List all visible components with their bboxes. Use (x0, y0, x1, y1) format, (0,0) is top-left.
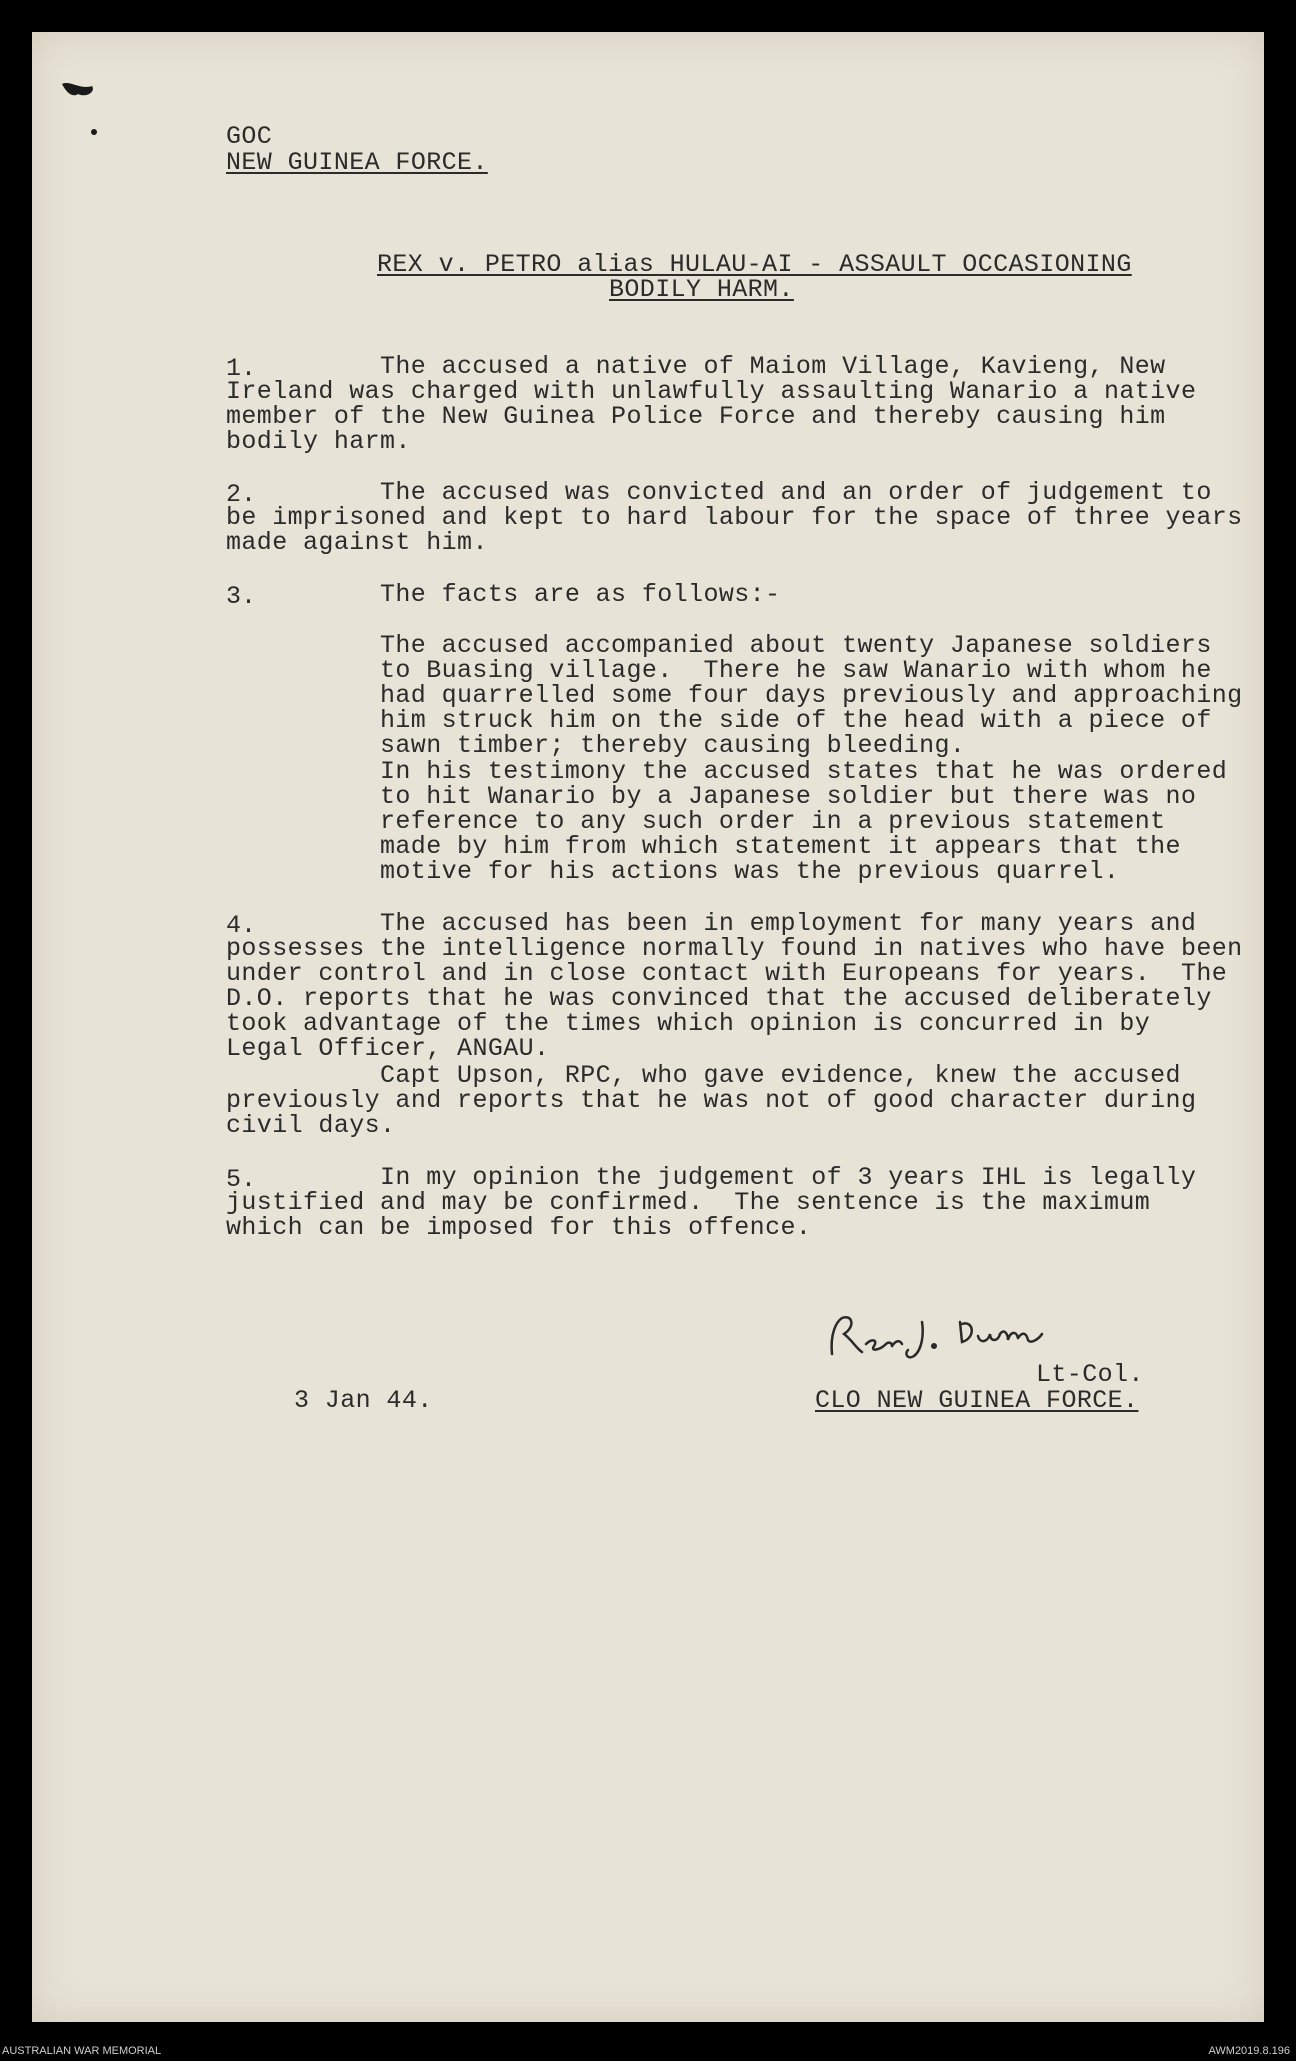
paragraph-number: 4. (226, 911, 257, 940)
paragraph-line: Ireland was charged with unlawfully assaulting Wanario a native (226, 377, 1197, 406)
facts-line: The accused accompanied about twenty Japanese soldiers (380, 631, 1212, 660)
paragraph-line: In my opinion the judgement of 3 years IHL is legally (380, 1163, 1197, 1192)
document-date: 3 Jan 44. (294, 1386, 433, 1415)
subject-line-2: BODILY HARM. (609, 275, 794, 304)
paragraph-number: 1. (226, 354, 257, 383)
paragraph-line: The accused a native of Maiom Village, Kavieng, New (380, 352, 1166, 381)
paragraph-line: The accused was convicted and an order of judgement to (380, 478, 1212, 507)
footer-accession: AWM2019.8.196 (1208, 2045, 1290, 2057)
facts-line: motive for his actions was the previous quarrel. (380, 857, 1120, 886)
paragraph-number: 5. (226, 1165, 257, 1194)
paragraph-line: justified and may be confirmed. The sentence is the maximum (226, 1188, 1151, 1217)
subject-line-1: REX v. PETRO alias HULAU-AI - ASSAULT OCCASIONING (377, 250, 1132, 279)
footer-credit: AUSTRALIAN WAR MEMORIAL (2, 2045, 162, 2057)
paragraph-line: The facts are as follows:- (380, 580, 781, 609)
paragraph-line: which can be imposed for this offence. (226, 1213, 812, 1242)
paragraph-line: Legal Officer, ANGAU. (226, 1034, 550, 1063)
facts-line: reference to any such order in a previous statement (380, 807, 1166, 836)
paragraph-line: previously and reports that he was not of good character during (226, 1086, 1197, 1115)
facts-line: sawn timber; thereby causing bleeding. (380, 731, 966, 760)
paragraph-line: The accused has been in employment for many years and (380, 909, 1197, 938)
facts-line: to Buasing village. There he saw Wanario with whom he (380, 656, 1212, 685)
document-page (32, 32, 1264, 2022)
paragraph-line: D.O. reports that he was convinced that the accused deliberately (226, 984, 1212, 1013)
paragraph-line: took advantage of the times which opinion is concurred in by (226, 1009, 1151, 1038)
signatory-rank: Lt-Col. (1036, 1360, 1144, 1389)
signatory-title: CLO NEW GUINEA FORCE. (815, 1386, 1139, 1415)
paragraph-line: member of the New Guinea Police Force and thereby causing him (226, 402, 1166, 431)
handwritten-signature (822, 1304, 1122, 1364)
paragraph-line: possesses the intelligence normally found in natives who have been (226, 934, 1243, 963)
paragraph-line: Capt Upson, RPC, who gave evidence, knew the accused (380, 1061, 1181, 1090)
facts-line: to hit Wanario by a Japanese soldier but there was no (380, 782, 1197, 811)
facts-line: him struck him on the side of the head with a piece of (380, 706, 1212, 735)
facts-line: In his testimony the accused states that he was ordered (380, 757, 1228, 786)
paragraph-number: 2. (226, 480, 257, 509)
addressee-line-2: NEW GUINEA FORCE. (226, 148, 488, 177)
addressee-line-1: GOC (226, 122, 273, 151)
paragraph-line: be imprisoned and kept to hard labour for the space of three years (226, 503, 1243, 532)
paragraph-line: civil days. (226, 1111, 396, 1140)
paragraph-number: 3. (226, 582, 257, 611)
facts-line: had quarrelled some four days previously and approaching (380, 681, 1243, 710)
paragraph-line: bodily harm. (226, 427, 411, 456)
paragraph-line: made against him. (226, 528, 488, 557)
paragraph-line: under control and in close contact with Europeans for years. The (226, 959, 1228, 988)
punch-hole-mark (58, 76, 118, 136)
facts-line: made by him from which statement it appears that the (380, 832, 1181, 861)
